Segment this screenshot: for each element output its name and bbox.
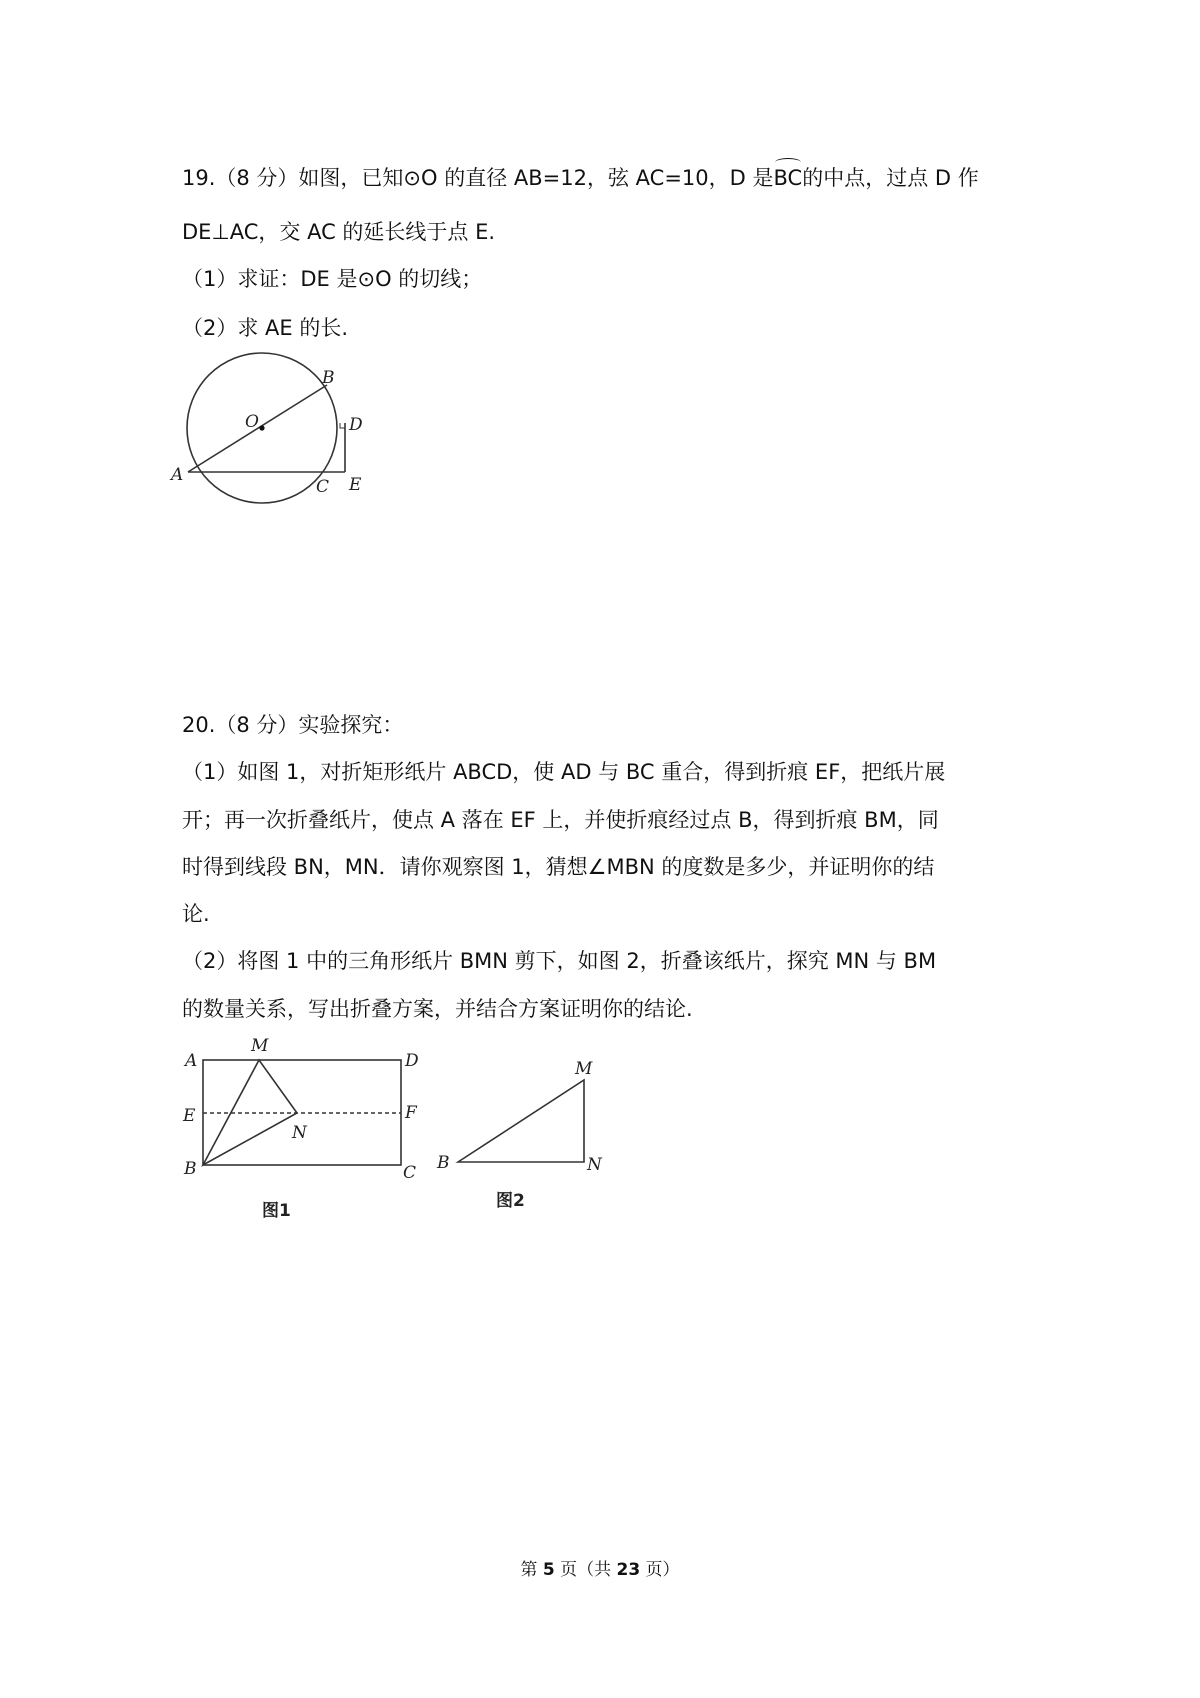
q20-p2-line2: 的数量关系，写出折叠方案，并结合方案证明你的结论. bbox=[182, 997, 693, 1021]
fig1-label-b: B bbox=[184, 1159, 197, 1179]
label-e: E bbox=[349, 475, 362, 495]
fig2-label-m: M bbox=[575, 1059, 593, 1079]
arc-bc-label: BC bbox=[774, 163, 803, 193]
footer-prefix: 第 bbox=[520, 1560, 543, 1580]
fig1-label-f: F bbox=[405, 1103, 417, 1123]
fig2-label-n: N bbox=[587, 1155, 602, 1175]
footer-mid: 页（共 bbox=[554, 1560, 617, 1580]
label-b: B bbox=[322, 368, 335, 388]
fig1-label-n: N bbox=[292, 1123, 307, 1143]
q20-p1-line4: 论. bbox=[182, 902, 210, 926]
footer-page-number: 5 bbox=[542, 1560, 555, 1580]
triangle-bmn-cut bbox=[458, 1080, 584, 1162]
q20-figure-2 bbox=[430, 1050, 610, 1220]
footer-suffix: 页） bbox=[640, 1560, 680, 1580]
q20-figure-1 bbox=[180, 1030, 430, 1230]
center-point-o bbox=[259, 425, 264, 430]
q20-p2-line1: （2）将图 1 中的三角形纸片 BMN 剪下，如图 2，折叠该纸片，探究 MN 与 BM bbox=[182, 949, 937, 973]
q20-p1-line2: 开；再一次折叠纸片，使点 A 落在 EF 上，并使折痕经过点 B，得到折痕 BM，同 bbox=[182, 808, 939, 832]
q19-part1: （1）求证：DE 是⊙O 的切线； bbox=[182, 267, 483, 291]
fig1-label-c: C bbox=[403, 1163, 417, 1183]
q19-part2: （2）求 AE 的长. bbox=[182, 316, 349, 340]
page-footer bbox=[0, 1555, 1200, 1580]
label-c: C bbox=[316, 477, 330, 497]
label-a: A bbox=[171, 465, 184, 485]
fig2-label-b: B bbox=[437, 1153, 450, 1173]
fig1-label-m: M bbox=[251, 1036, 269, 1056]
label-d: D bbox=[349, 415, 363, 435]
q20-title: 20.（8 分）实验探究： bbox=[182, 713, 404, 737]
q19-line1-text-b: 的中点，过点 D 作 bbox=[802, 166, 979, 190]
q20-p1-line3: 时得到线段 BN，MN．请你观察图 1，猜想∠MBN 的度数是多少，并证明你的结 bbox=[182, 855, 935, 879]
q19-line1 bbox=[182, 163, 979, 193]
fig1-label-a: A bbox=[185, 1051, 198, 1071]
fig1-caption: 图1 bbox=[262, 1201, 291, 1221]
q19-circle-figure bbox=[170, 350, 370, 500]
fig1-label-d: D bbox=[405, 1051, 419, 1071]
q20-p1-line1: （1）如图 1，对折矩形纸片 ABCD，使 AD 与 BC 重合，得到折痕 EF，把纸片展 bbox=[182, 760, 946, 784]
fig2-caption: 图2 bbox=[496, 1191, 525, 1211]
q19-line2: DE⊥AC，交 AC 的延长线于点 E. bbox=[182, 220, 496, 244]
footer-total-pages: 23 bbox=[616, 1560, 641, 1580]
fig1-label-e: E bbox=[183, 1106, 196, 1126]
q19-line1-text-a: 19.（8 分）如图，已知⊙O 的直径 AB=12，弦 AC=10，D 是 bbox=[182, 166, 774, 190]
label-o: O bbox=[245, 412, 259, 432]
